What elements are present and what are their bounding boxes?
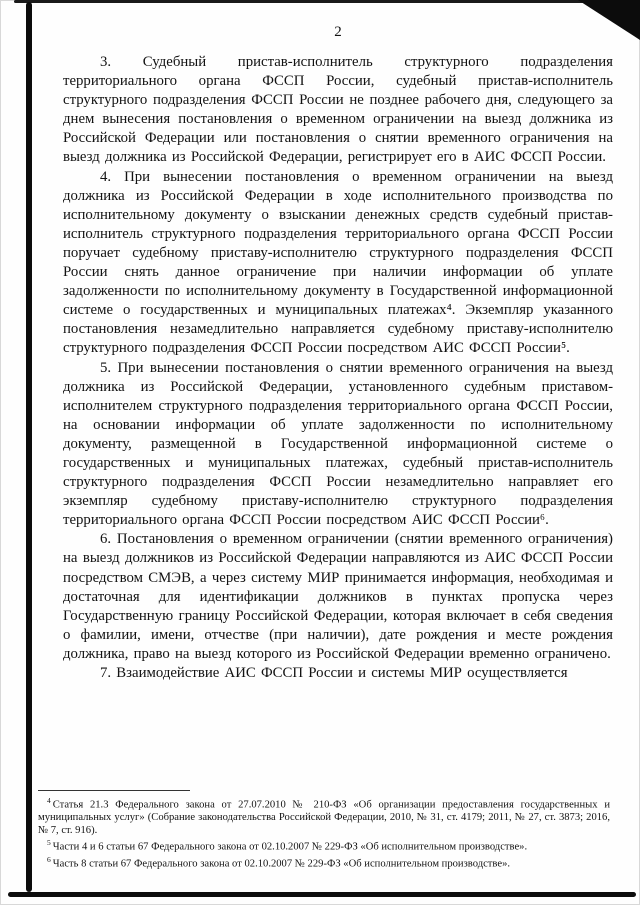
footnote-5 (38, 837, 610, 854)
scan-edge-left (26, 2, 32, 892)
footnote-4 (38, 795, 610, 837)
page-number: 2 (334, 24, 342, 40)
footnote-5-text: Части 4 и 6 статьи 67 Федерального закона от 02.10.2007 № 229-ФЗ «Об исполнительном производстве». (52, 841, 528, 853)
footnote-separator (38, 790, 190, 791)
footnote-5-marker: 5 (47, 838, 51, 848)
footnotes-section (38, 790, 610, 872)
paragraph-6: 6. Постановления о временном ограничении (снятии временного ограничения) на выезд должников из Российской Федерации направляются из АИС ФССП России посредством СМЭВ, а через систему МИР принимается информация, необходимая и достаточная для идентификации должников в пунктах пропуска через Государственную границу Российской Федерации, которая включает в себя сведения о фамилии, имени, отчестве (при наличии), дате рождения и месте рождения должника, право на выезд которого из Российской Федерации временно ограничено. (63, 531, 613, 662)
footnote-4-marker: 4 (47, 796, 51, 805)
footnote-6-text: Часть 8 статьи 67 Федерального закона от 02.10.2007 № 229-ФЗ «Об исполнительном производстве». (52, 858, 511, 870)
footnote-6 (38, 854, 610, 871)
footnote-4-text: Статья 21.3 Федерального закона от 27.07.2010 № 210-ФЗ «Об организации предоставления государственных и муниципальных услуг» (Собрание законодательства Российской Федерации, 2010, № 31, ст. 4179; 2011, № 27, ст. 3873; 2016, № 7, ст. 916). (38, 799, 610, 836)
page-content (63, 24, 613, 779)
body-text (63, 53, 613, 779)
footnote-6-marker: 6 (47, 855, 51, 865)
paragraph-4: 4. При вынесении постановления о временном ограничении на выезд должника из Российской Федерации в ходе исполнительного производства по исполнительному документу о взыскании денежных средств судебный пристав-исполнитель структурного подразделения территориального органа ФССП России поручает судебному приставу-исполнителю структурного подразделения ФССП России снять данное ограничение при наличии информации об уплате задолженности по исполнительному документу в Государственной информационной системе о государственных и муниципальных платежах⁴. Экземпляр указанного постановления незамедлительно направляется судебному приставу-исполнителю структурного подразделения ФССП России посредством АИС ФССП России⁵. (63, 168, 613, 357)
paragraph-7: 7. Взаимодействие АИС ФССП России и системы МИР осуществляется (100, 665, 568, 681)
paragraph-3: 3. Судебный пристав-исполнитель структурного подразделения территориального органа ФССП России, судебный пристав-исполнитель структурного подразделения ФССП России не позднее рабочего дня, следующего за днем вынесения постановления о временном ограничении на выезд должника из Российской Федерации или постановления о снятии временного ограничения на выезд должника из Российской Федерации, регистрирует его в АИС ФССП России. (63, 54, 613, 166)
scan-edge-top (14, 0, 640, 3)
scan-edge-bottom (8, 892, 636, 897)
paragraph-5: 5. При вынесении постановления о снятии временного ограничения на выезд должника из Российской Федерации, установленного судебным приставом-исполнителем структурного подразделения территориального органа ФССП России, на основании информации об уплате задолженности по исполнительному документу, размещенной в Государственной информационной системе о государственных и муниципальных платежах, судебный пристав-исполнитель структурного подразделения ФССП России незамедлительно направляет его экземпляр судебному приставу-исполнителю структурного подразделения территориального органа ФССП России посредством АИС ФССП России⁶. (63, 359, 613, 529)
